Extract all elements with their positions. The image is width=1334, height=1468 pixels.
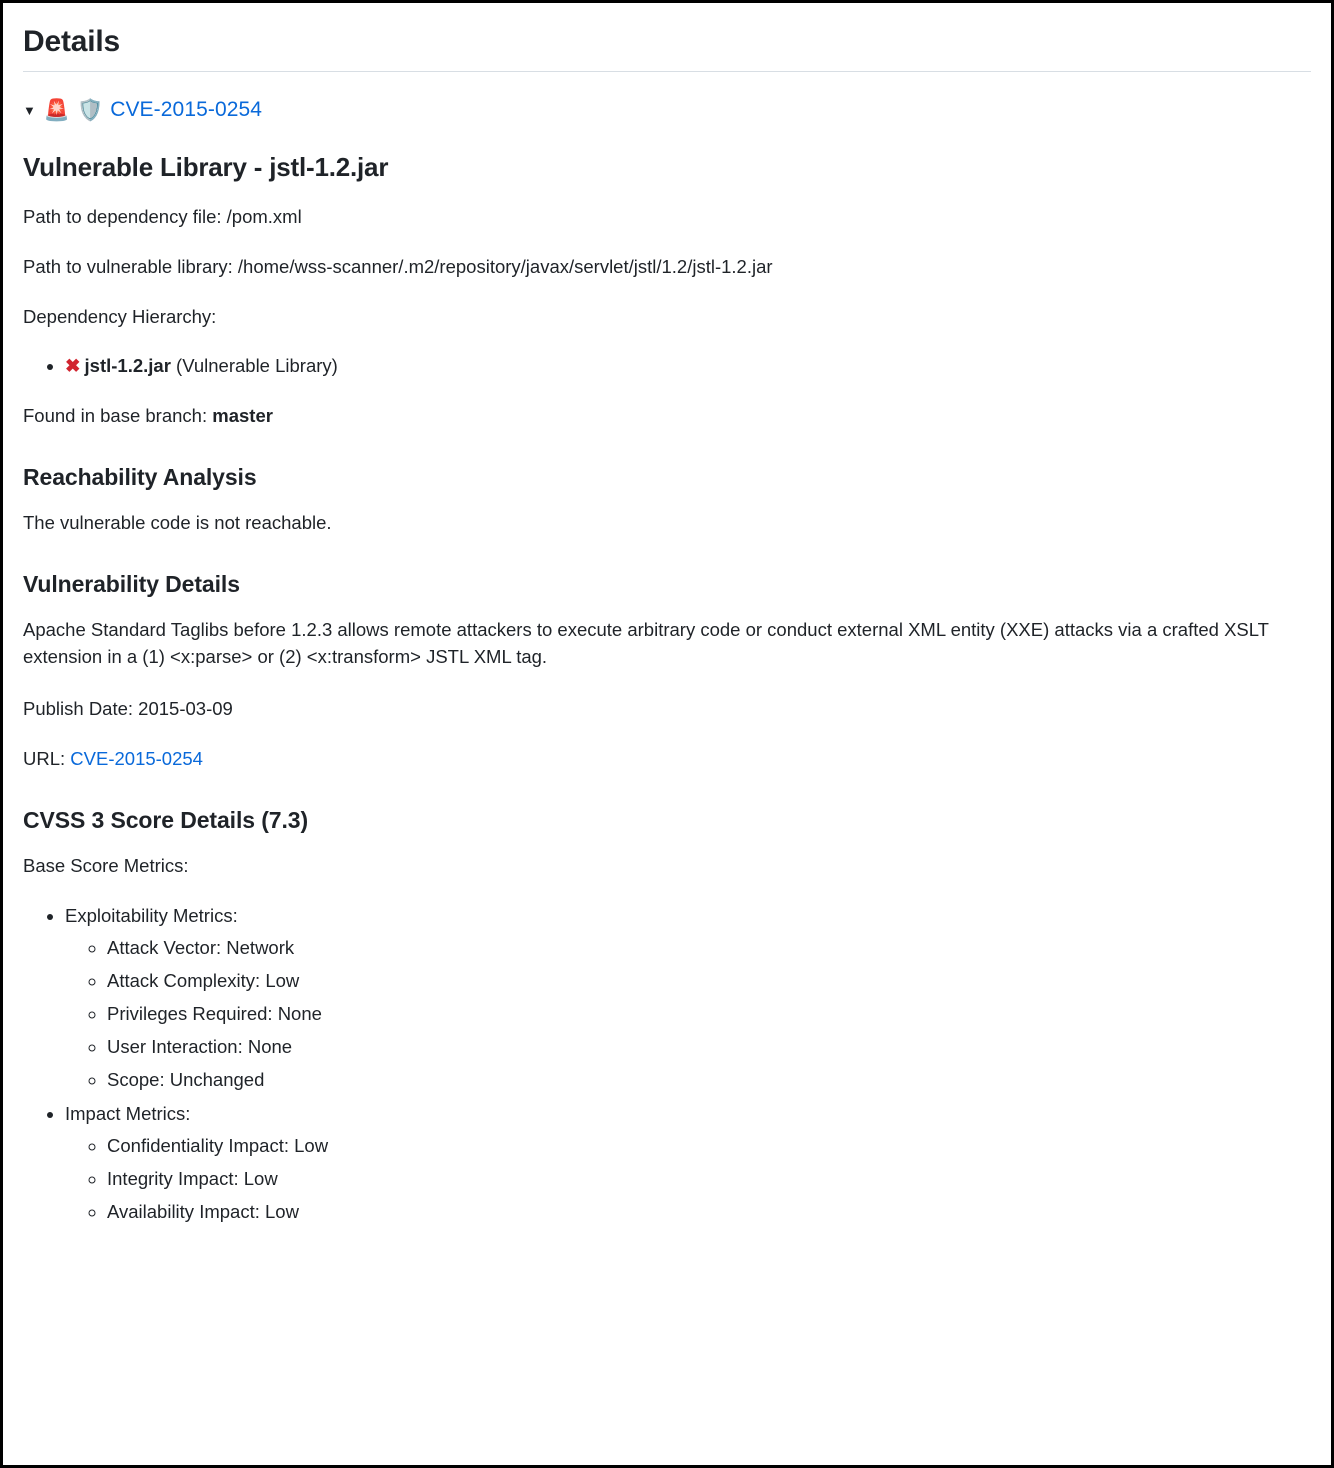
chevron-down-icon[interactable]: ▼ (23, 102, 36, 118)
url-label: URL: (23, 747, 71, 769)
cvss-metrics-list (23, 901, 1311, 1227)
list-item: ◦ Scope: Unchanged (107, 1065, 1311, 1095)
dependency-hierarchy-label: Dependency Hierarchy: (23, 305, 217, 327)
shield-check-icon: 🛡️ (77, 98, 104, 122)
alert-siren-icon: 🚨 (43, 98, 71, 122)
list-item: ◦ Integrity Impact: Low (107, 1164, 1311, 1194)
publish-date: Publish Date: 2015-03-09 (23, 698, 233, 719)
found-in-base-branch (23, 402, 1311, 430)
cve-url-link[interactable]: CVE-2015-0254 (70, 747, 203, 769)
impact-metrics-label: Impact Metrics: (65, 1103, 191, 1125)
list-item: ◦ Attack Complexity: Low (107, 966, 1311, 996)
list-item (65, 352, 1311, 380)
vulnerable-library-heading: Vulnerable Library - jstl-1.2.jar (23, 152, 389, 182)
list-item: ◦ Confidentiality Impact: Low (107, 1131, 1311, 1161)
title-divider (23, 71, 1311, 72)
dependency-name: jstl-1.2.jar (84, 355, 171, 377)
list-item: ◦ Availability Impact: Low (107, 1197, 1311, 1227)
found-in-label: Found in base branch: (23, 405, 213, 426)
list-item (65, 901, 1311, 1095)
dependency-suffix: (Vulnerable Library) (176, 355, 338, 377)
page-title: Details (23, 25, 120, 58)
list-item: ◦ Privileges Required: None (107, 999, 1311, 1029)
list-item: ◦ Attack Vector: Network (107, 933, 1311, 963)
vulnerability-description: Apache Standard Taglibs before 1.2.3 allows remote attackers to execute arbitrary code or conduct external XML entity (XXE) attacks via a crafted XSLT extension in a (1) <x:parse> or (2) <x:transform> JSTL XML tag. (23, 618, 1269, 668)
reachability-analysis-heading: Reachability Analysis (23, 463, 257, 490)
base-branch-name: master (212, 405, 273, 426)
base-score-metrics-label: Base Score Metrics: (23, 854, 189, 876)
list-item: ◦ User Interaction: None (107, 1032, 1311, 1062)
list-item (65, 1099, 1311, 1227)
exploitability-metrics-sublist (65, 933, 1311, 1095)
reachability-analysis-text: The vulnerable code is not reachable. (23, 511, 332, 533)
impact-metrics-sublist (65, 1131, 1311, 1227)
exploitability-metrics-label: Exploitability Metrics: (65, 905, 238, 927)
path-to-vulnerable-library: Path to vulnerable library: /home/wss-scanner/.m2/repository/javax/servlet/jstl/1.2/jstl-1.2.jar (23, 255, 773, 277)
vulnerability-url (23, 745, 1311, 773)
path-to-dependency-file: Path to dependency file: /pom.xml (23, 206, 302, 227)
cvss-score-heading: CVSS 3 Score Details (7.3) (23, 806, 309, 833)
x-mark-icon: ✖ (65, 355, 81, 377)
cve-id-link[interactable]: CVE-2015-0254 (110, 98, 263, 121)
vulnerability-details-heading: Vulnerability Details (23, 570, 240, 597)
cve-collapsible-header[interactable] (23, 98, 1311, 122)
dependency-hierarchy-list (23, 352, 1311, 380)
